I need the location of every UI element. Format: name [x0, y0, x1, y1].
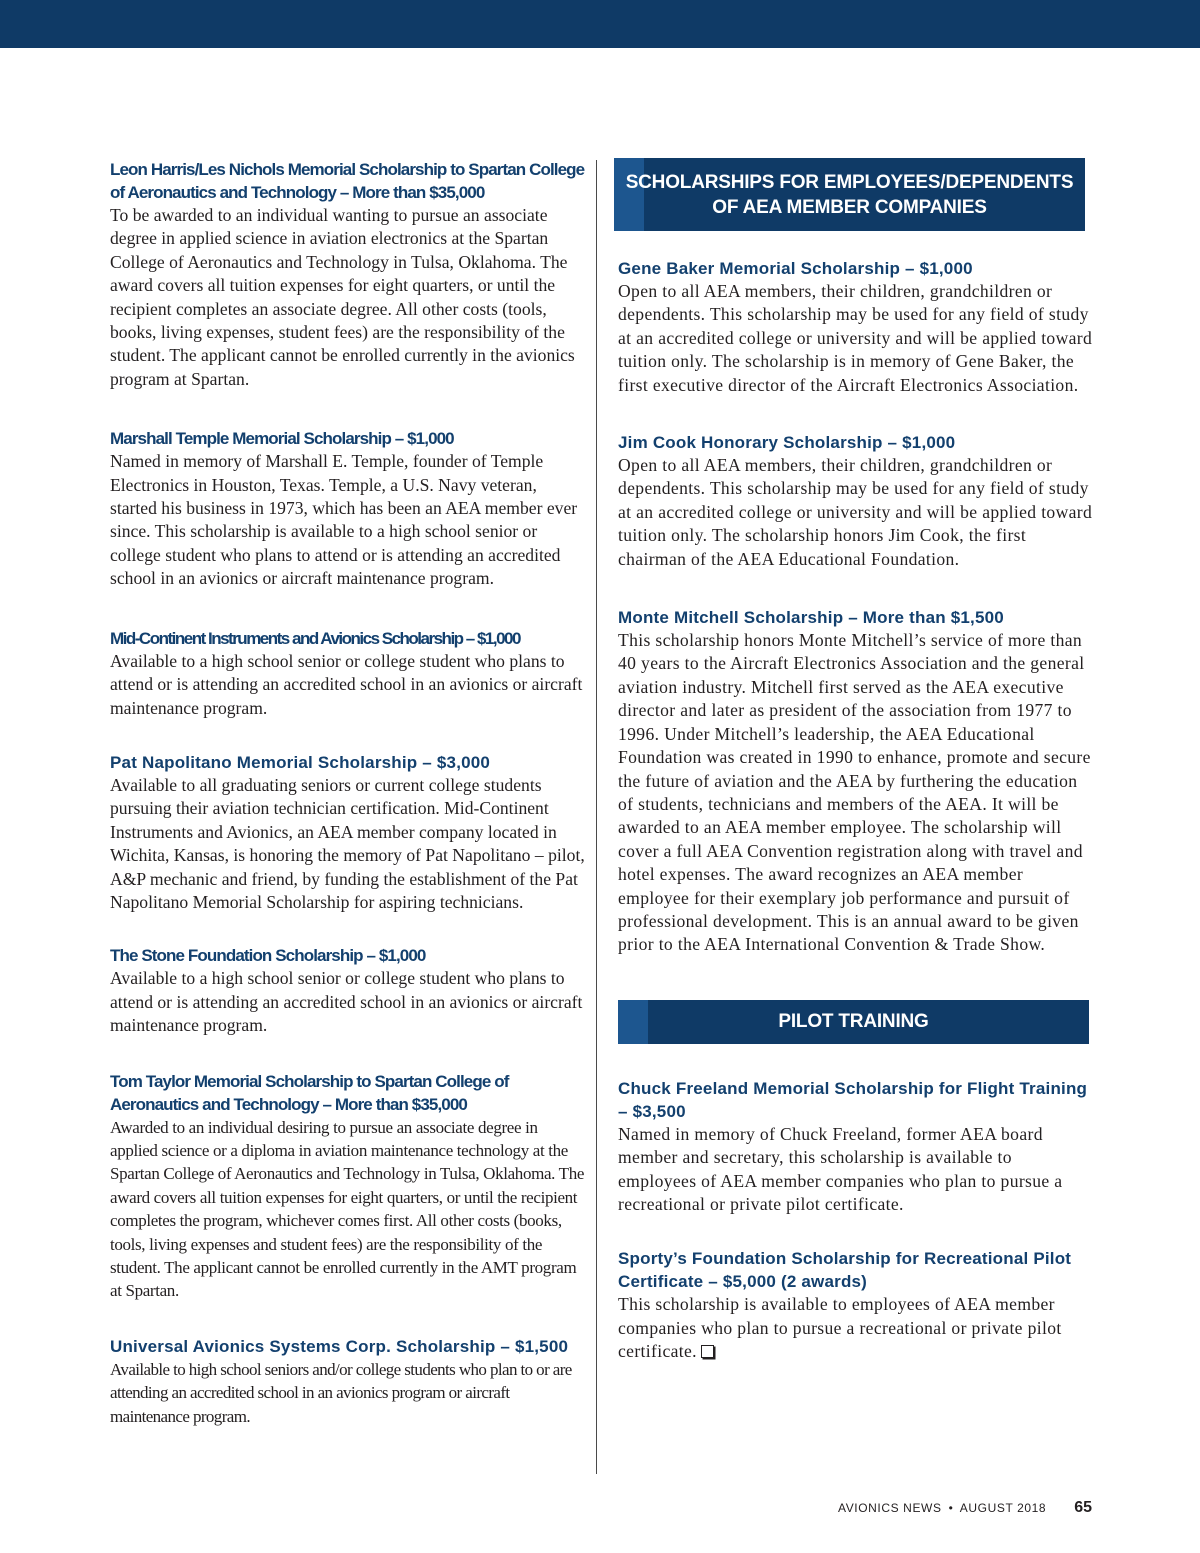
scholarship-description — [618, 1293, 1093, 1363]
scholarship-entry-monte-mitchell — [618, 606, 1093, 957]
scholarship-description: Available to all graduating seniors or current college students pursuing their aviation technician certification. Mid-Continent Instruments and Avionics, an AEA member company located in Wichita, Kansas, is honoring the memory of Pat Napolitano – pilot, A&P mechanic and friend, by funding the establishment of the Pat Napolitano Memorial Scholarship for aspiring technicians. — [110, 774, 585, 912]
scholarship-description: Available to a high school senior or college student who plans to attend or is attending an accredited school in an avionics or aircraft maintenance program. — [110, 650, 583, 718]
scholarship-entry-mid-continent — [110, 627, 586, 720]
scholarship-title: Universal Avionics Systems Corp. Scholarship – $1,500 — [110, 1336, 569, 1356]
bullet-separator-icon: • — [948, 1501, 953, 1515]
scholarship-entry-chuck-freeland — [618, 1077, 1093, 1217]
scholarship-description: To be awarded to an individual wanting to pursue an associate degree in applied science in aviation electronics at the Spartan College of Aeronautics and Technology in Tulsa, Oklahoma. The award covers all tuition expenses for eight quarters, or until the recipient completes an associate degree. All other costs (tools, books, living expenses, student fees) are the responsibility of the student. The applicant cannot be enrolled currently in the avionics program at Spartan. — [110, 205, 575, 389]
column-divider — [596, 160, 597, 1474]
scholarship-title: Chuck Freeland Memorial Scholarship for Flight Training – $3,500 — [618, 1078, 1088, 1121]
scholarship-title: Monte Mitchell Scholarship – More than $1,500 — [618, 608, 1004, 628]
scholarship-entry-sportys — [618, 1247, 1093, 1363]
scholarship-description: Awarded to an individual desiring to pursue an associate degree in applied science or a diploma in aviation maintenance technology at the Spartan College of Aeronautics and Technology in Tulsa, Oklahoma. The award covers all tuition expenses for eight quarters, or until the recipient completes the program, whichever comes first. All other costs (books, tools, living expenses and student fees) are the responsibility of the student. The applicant cannot be enrolled currently in the AMT program at Spartan. — [110, 1117, 585, 1301]
scholarship-title: Sporty’s Foundation Scholarship for Recreational Pilot Certificate – $5,000 (2 awards) — [618, 1249, 1072, 1292]
scholarship-description: Named in memory of Marshall E. Temple, founder of Temple Electronics in Houston, Texas. Temple, a U.S. Navy veteran, started his business in 1973, which has been an AEA member ever since. This scholarship is available to a high school senior or college student who plans to attend or is attending an accredited school in an avionics or aircraft maintenance program. — [110, 451, 578, 589]
scholarship-description: This scholarship honors Monte Mitchell’s service of more than 40 years to the Aircraft Electronics Association and the general aviation industry. Mitchell first served as the AEA executive director and later as president of the association from 1977 to 1996. Under Mitchell’s leadership, the AEA Educational Foundation was created in 1990 to enhance, promote and secure the future of aviation and the AEA by furthering the education of students, technicians and members of the AEA. It will be awarded to an AEA member employee. The scholarship will cover a full AEA Convention registration along with travel and hotel expenses. The award recognizes an AEA member employee for their exemplary job performance and pursuit of professional development. This is an annual award to be given prior to the AEA International Convention & Trade Show. — [618, 630, 1091, 955]
section-banner-pilot-training — [618, 1000, 1089, 1044]
scholarship-entry-tom-taylor — [110, 1070, 586, 1303]
section-banner-title: SCHOLARSHIPS FOR EMPLOYEES/DEPENDENTS OF AEA MEMBER COMPANIES — [625, 172, 1074, 218]
section-banner-title: PILOT TRAINING — [778, 1010, 929, 1032]
scholarship-description: Open to all AEA members, their children, grandchildren or dependents. This scholarship may be used for any field of study at an accredited college or university and will be applied toward tuition only. The scholarship is in memory of Gene Baker, the first executive director of the Aircraft Electronics Association. — [618, 281, 1093, 395]
scholarship-title: Mid-Continent Instruments and Avionics Scholarship – $1,000 — [110, 628, 520, 648]
scholarship-entry-pat-napolitano — [110, 751, 586, 914]
scholarship-description-text: This scholarship is available to employees of AEA member companies who plan to pursue a recreational or private pilot certificate. — [618, 1294, 1062, 1362]
scholarship-title: The Stone Foundation Scholarship – $1,000 — [110, 946, 426, 966]
scholarship-description: Available to high school seniors and/or college students who plan to or are attending an accredited school in an avionics program or aircraft maintenance program. — [110, 1359, 572, 1426]
publication-name: AVIONICS NEWS — [837, 1501, 942, 1515]
scholarship-title: Jim Cook Honorary Scholarship – $1,000 — [618, 433, 956, 453]
scholarship-entry-jim-cook — [618, 431, 1093, 571]
scholarship-description: Open to all AEA members, their children, grandchildren or dependents. This scholarship may be used for any field of study at an accredited college or university and will be applied toward tuition only. The scholarship honors Jim Cook, the first chairman of the AEA Educational Foundation. — [618, 455, 1093, 569]
scholarship-title: Marshall Temple Memorial Scholarship – $1,000 — [110, 429, 454, 449]
scholarship-entry-stone-foundation — [110, 944, 586, 1037]
scholarship-entry-gene-baker — [618, 257, 1093, 397]
left-column — [110, 158, 586, 1428]
scholarship-description: Named in memory of Chuck Freeland, former AEA board member and secretary, this scholarship is available to employees of AEA member companies who plan to pursue a recreational or private pilot certificate. — [618, 1123, 1063, 1214]
end-mark-box-icon — [701, 1345, 714, 1358]
scholarship-title: Pat Napolitano Memorial Scholarship – $3,000 — [110, 752, 491, 772]
scholarship-entry-marshall-temple — [110, 427, 586, 590]
issue-date: AUGUST 2018 — [959, 1501, 1047, 1515]
page-number: 65 — [1074, 1499, 1092, 1516]
scholarship-title: Tom Taylor Memorial Scholarship to Spartan College of Aeronautics and Technology – More than $35,000 — [110, 1071, 509, 1114]
scholarship-title: Leon Harris/Les Nichols Memorial Scholarship to Spartan College of Aeronautics and Technology – More than $35,000 — [110, 160, 585, 202]
scholarship-title: Gene Baker Memorial Scholarship – $1,000 — [618, 259, 973, 278]
scholarship-description: Available to a high school senior or college student who plans to attend or is attending an accredited school in an avionics or aircraft maintenance program. — [110, 968, 583, 1036]
top-color-band — [0, 0, 1200, 48]
section-banner-employees — [614, 158, 1085, 231]
right-column — [618, 158, 1093, 1364]
page-footer — [838, 1499, 1092, 1517]
scholarship-entry-universal-avionics — [110, 1335, 586, 1428]
scholarship-entry-leon-harris — [110, 158, 586, 391]
